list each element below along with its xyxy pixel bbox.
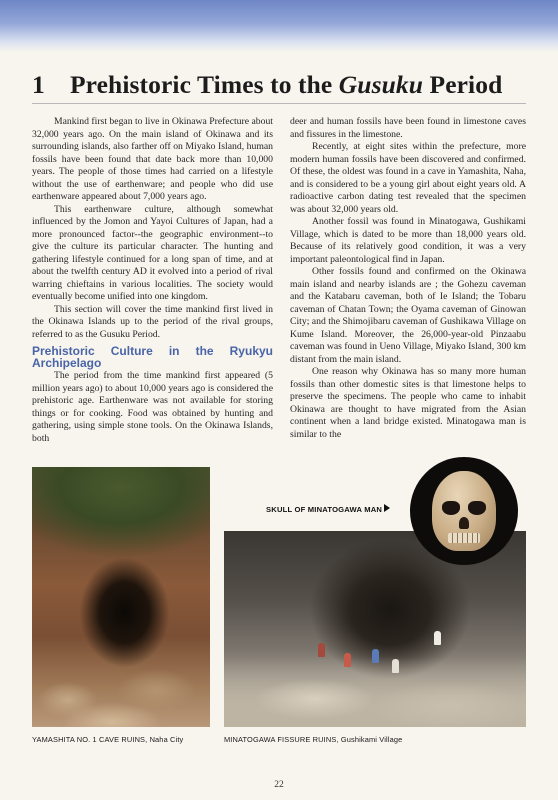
paragraph: This section will cover the time mankind first lived in the Okinawa Islands up to the period of the rival groups, referred to as the Gusuku Period. bbox=[32, 303, 273, 340]
paragraph-continuation: deer and human fossils have been found in limestone caves and fissures in the limestone. bbox=[290, 116, 526, 140]
paragraph: Recently, at eight sites within the prefecture, more modern human fossils have been discovered and confirmed. Of these, the oldest was found in a cave in Yamashita, Naha, and is considered to be a young girl about eight years old. A radioactive carbon dating test revealed that the specimen was about 32,000 years old. bbox=[290, 141, 526, 215]
chapter-title-italic: Gusuku bbox=[338, 70, 424, 99]
paragraph: Another fossil was found in Minatogawa, Gushikami Village, which is dated to be more than 18,000 years old. Because of its relatively good condition, it was a very important paleontological find in Japan. bbox=[290, 216, 526, 265]
header-color-band bbox=[0, 0, 558, 52]
arrow-right-icon bbox=[384, 504, 390, 512]
excavator-figure bbox=[392, 659, 399, 673]
page-number: 22 bbox=[274, 780, 284, 790]
right-column bbox=[290, 116, 526, 441]
section-subheading: Prehistoric Culture in the Ryukyu Archipelago bbox=[32, 344, 273, 370]
chapter-title-end: Period bbox=[423, 70, 503, 99]
skull-photo bbox=[410, 457, 518, 565]
title-rule bbox=[32, 103, 526, 104]
paragraph: Other fossils found and confirmed on the Okinawa main island and nearby islands are ; the Gohezu caveman and the Katabaru caveman, both of Ie Island; the Tobaru caveman of Chatan Town; the Oyama caveman of Ginowan City; and the Shimojibaru caveman of Gushikawa Village on Kume Island. Moreover, the 26,000-year-old Pinzaabu caveman was found in Ueno Village, Miyako Island, 300 km distant from the main island. bbox=[290, 266, 526, 365]
cave-photo-caption: YAMASHITA NO. 1 CAVE RUINS, Naha City bbox=[32, 735, 184, 744]
paragraph: This earthenware culture, although somewhat influenced by the Jomon and Yayoi Cultures of Japan, had a more pronounced factor--the geographic environment--to give the culture its particular character. The hunting and gathering lifestyle continued for a long span of time, and at about the twelfth century AD it evolved into a period of rival warring chieftains in various localities. The society would eventually become unified into one kingdom. bbox=[32, 203, 273, 302]
chapter-title-text: Prehistoric Times to the bbox=[70, 70, 339, 99]
left-column bbox=[32, 116, 273, 445]
chapter-title bbox=[32, 70, 532, 100]
paragraph: One reason why Okinawa has so many more human fossils than other domestic sites is that limestone helps to preserve the specimens. The people who came to inhabit Okinawa are thought to have migrated from the Asian continent when a land bridge existed. Minatogawa man is similar to the bbox=[290, 366, 526, 440]
paragraph: The period from the time mankind first appeared (5 million years ago) to about 10,000 years ago is considered the prehistoric age. Earthenware was not available for storing things or for cooking. Food was obtained by hunting and gathering, using simple stone tools. On the Okinawa Islands, both bbox=[32, 370, 273, 444]
excavator-figure bbox=[318, 643, 325, 657]
skull-label: SKULL OF MINATOGAWA MAN bbox=[266, 504, 390, 514]
fissure-photo-caption: MINATOGAWA FISSURE RUINS, Gushikami Village bbox=[224, 735, 403, 744]
excavator-figure bbox=[434, 631, 441, 645]
excavator-figure bbox=[372, 649, 379, 663]
skull-icon bbox=[432, 471, 496, 551]
chapter-number: 1 bbox=[32, 70, 45, 99]
excavator-figure bbox=[344, 653, 351, 667]
cave-ruins-photo bbox=[32, 467, 210, 727]
paragraph: Mankind first began to live in Okinawa Prefecture about 32,000 years ago. On the main island of Okinawa and its surrounding islands, also farther off on Miyako Island, human fossils have been found that date back more than 10,000 years. The people of those times had carried on a lifestyle without the use of earthenware; and people who did use earthenware appeared about 7,000 years ago. bbox=[32, 116, 273, 202]
